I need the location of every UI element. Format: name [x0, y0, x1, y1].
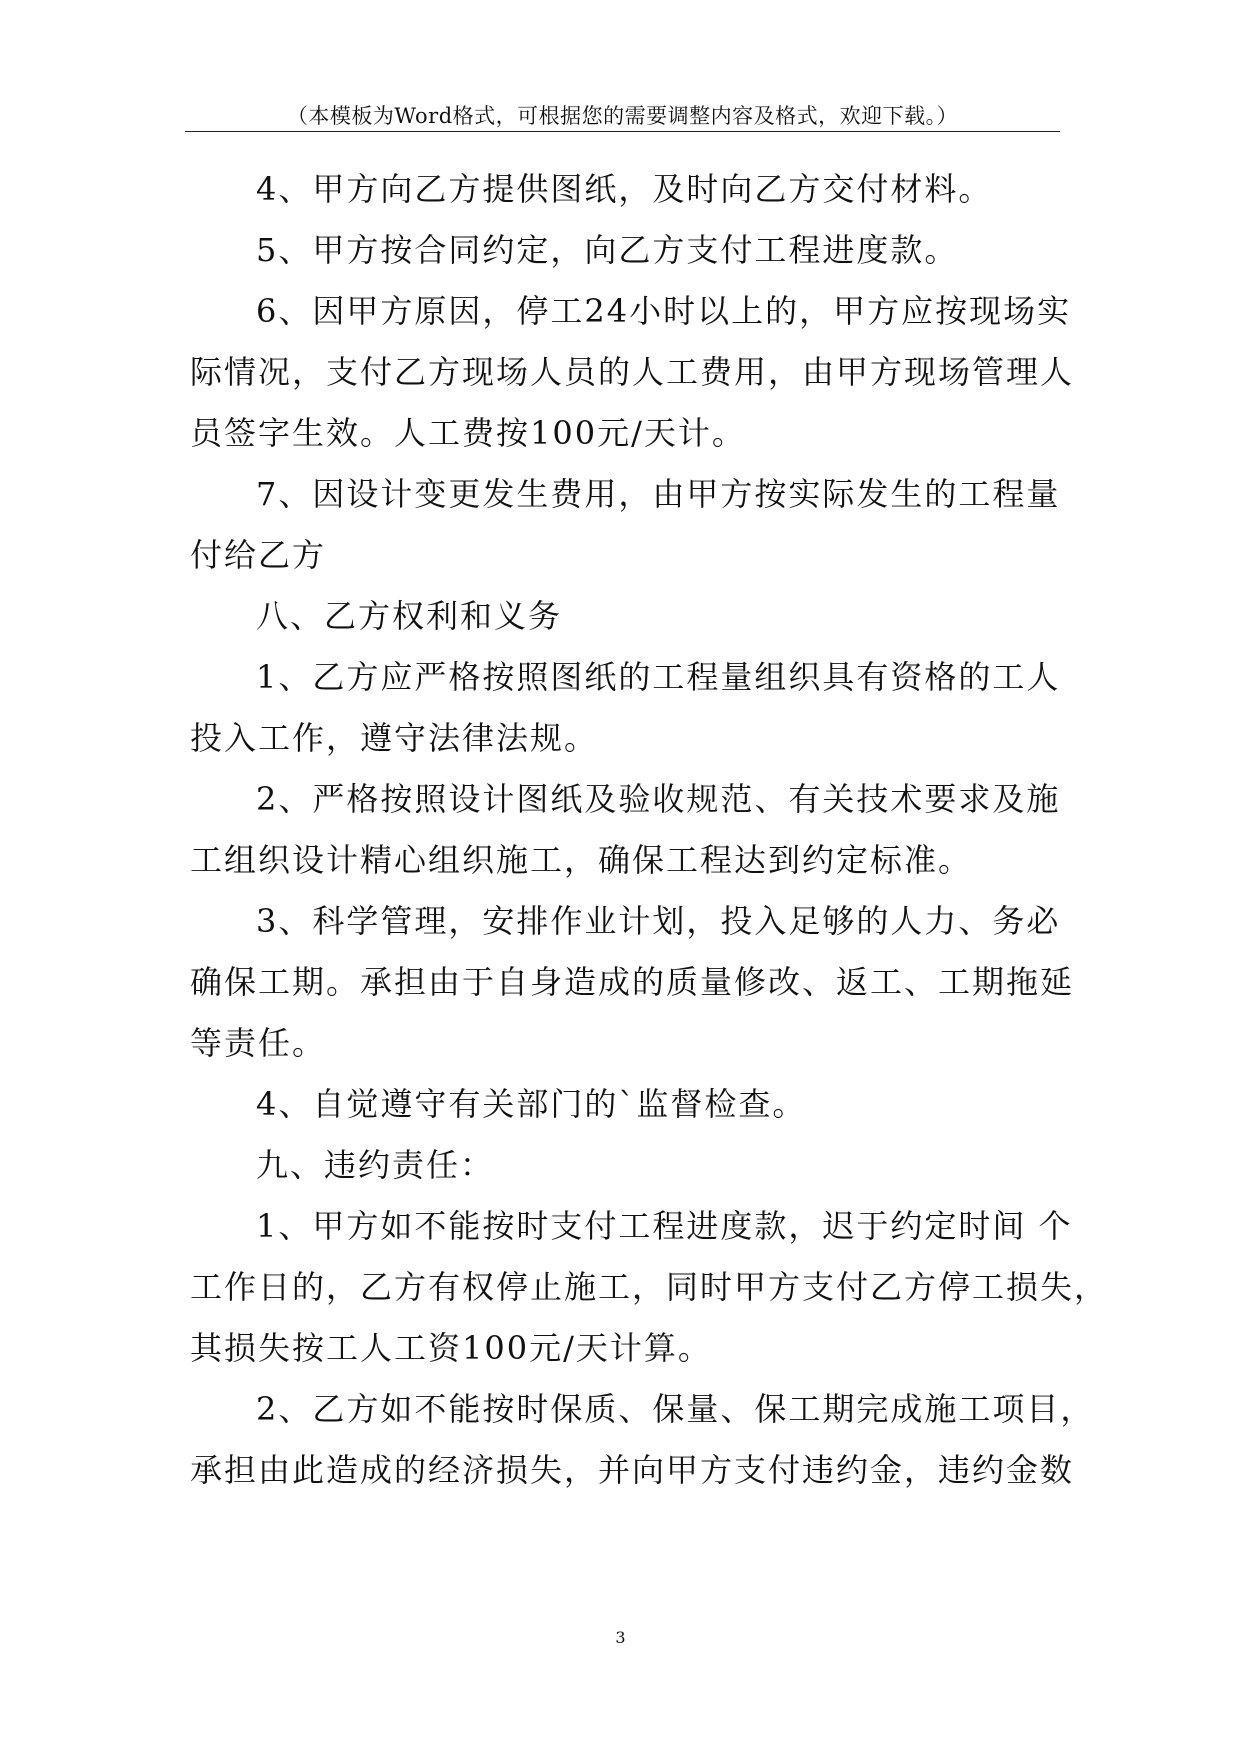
text-line: 付给乙方	[190, 536, 327, 574]
template-note: （本模板为Word格式，可根据您的需要调整内容及格式，欢迎下载。）	[286, 104, 959, 128]
text-line: 投入工作，遵守法律法规。	[190, 719, 599, 757]
text-line: 3、科学管理，安排作业计划，投入足够的人力、务必	[256, 902, 1061, 940]
page-number: 3	[615, 1628, 626, 1647]
text-line: 员签字生效。人工费按100元/天计。	[190, 414, 746, 452]
text-line: 6、因甲方原因，停工24小时以上的，甲方应按现场实	[256, 292, 1072, 330]
text-line: 1、乙方应严格按照图纸的工程量组织具有资格的工人	[256, 658, 1061, 696]
text-line: 其损失按工人工资100元/天计算。	[190, 1329, 712, 1367]
header-rule	[185, 131, 1060, 132]
text-line: 际情况，支付乙方现场人员的人工费用，由甲方现场管理人	[190, 353, 1075, 391]
text-line: 2、严格按照设计图纸及验收规范、有关技术要求及施	[256, 780, 1061, 818]
text-line: 等责任。	[190, 1024, 327, 1062]
text-line: 7、因设计变更发生费用，由甲方按实际发生的工程量	[256, 475, 1061, 513]
document-body	[190, 159, 1109, 1501]
text-line: 1、甲方如不能按时支付工程进度款，迟于约定时间 个	[256, 1207, 1073, 1245]
text-line: 4、自觉遵守有关部门的`监督检查。	[256, 1085, 807, 1123]
text-line: 九、违约责任：	[256, 1146, 495, 1184]
text-line: 八、乙方权利和义务	[256, 597, 563, 635]
text-line: 5、甲方按合同约定，向乙方支付工程进度款。	[256, 231, 959, 269]
text-line: 4、甲方向乙方提供图纸，及时向乙方交付材料。	[256, 170, 993, 208]
text-line: 承担由此造成的经济损失，并向甲方支付违约金，违约金数	[190, 1451, 1075, 1489]
text-line: 2、乙方如不能按时保质、保量、保工期完成施工项目，	[256, 1390, 1095, 1428]
text-line: 工组织设计精心组织施工，确保工程达到约定标准。	[190, 841, 973, 879]
text-line: 确保工期。承担由于自身造成的质量修改、返工、工期拖延	[190, 963, 1075, 1001]
text-line: 工作日的，乙方有权停止施工，同时甲方支付乙方停工损失，	[190, 1268, 1109, 1306]
